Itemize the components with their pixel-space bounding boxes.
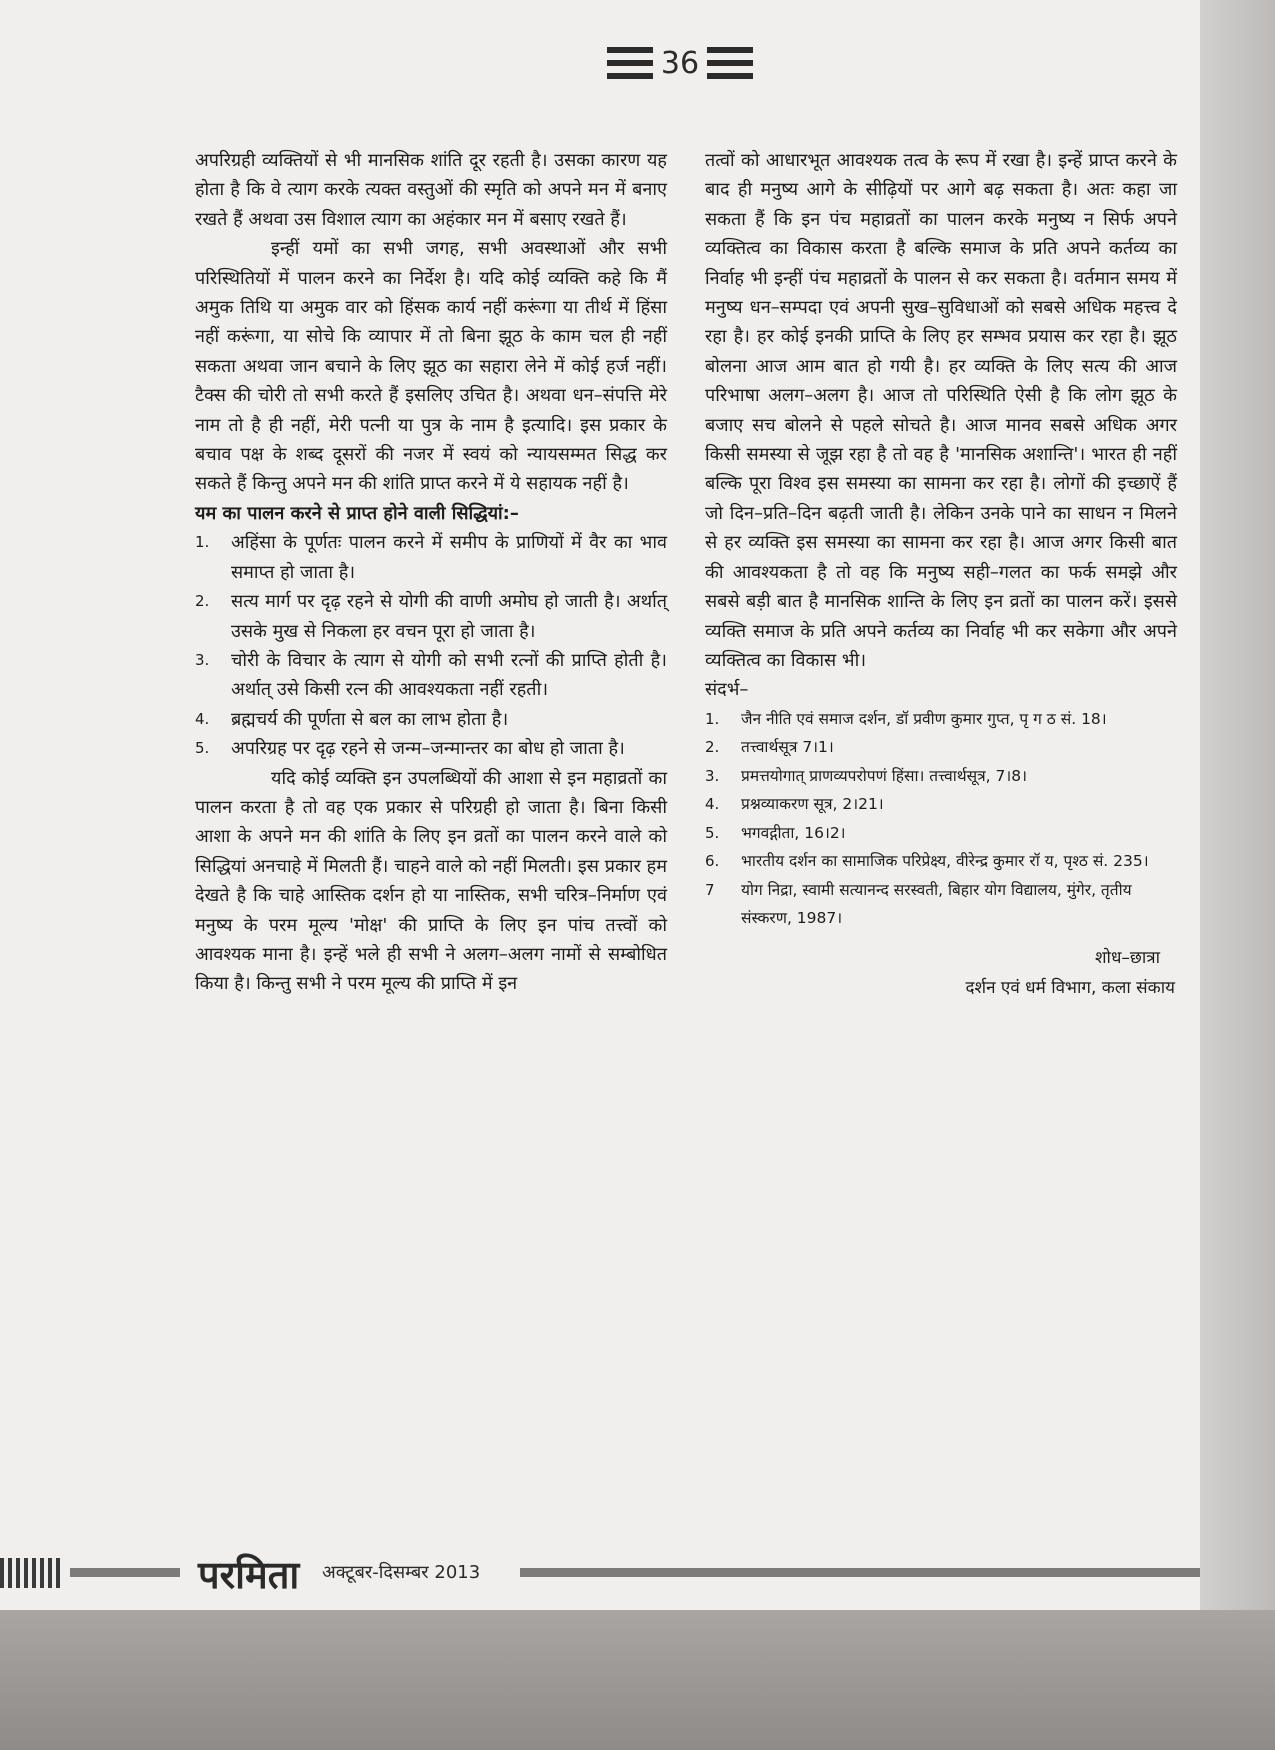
list-item — [195, 646, 667, 705]
list-number: 1. — [195, 533, 210, 552]
right-column — [705, 146, 1177, 1003]
reference-text: योग निद्रा, स्वामी सत्यानन्द सरस्वती, बिहार योग विद्यालय, मुंगेर, तृतीय संस्करण, 1987। — [741, 880, 1132, 928]
list-text: अपरिग्रह पर दृढ़ रहने से जन्म–जन्मान्तर का बोध हो जाता है। — [231, 738, 625, 760]
reference-item — [705, 733, 1177, 762]
reference-text: भारतीय दर्शन का सामाजिक परिप्रेक्ष्य, वीरेन्द्र कुमार रॉ य, पृश्ठ सं. 235। — [741, 852, 1149, 871]
reference-number: 2. — [705, 738, 720, 757]
list-text: ब्रह्मचर्य की पूर्णता से बल का लाभ होता है। — [231, 708, 509, 730]
list-text: चोरी के विचार के त्याग से योगी को सभी रत्नों की प्राप्ति होती है। अर्थात् उसे किसी रत्न की आवश्यकता नहीं रहती। — [231, 649, 667, 701]
page-footer — [0, 1548, 1200, 1598]
reference-text: भगवद्गीता, 16।2। — [741, 823, 846, 842]
siddhi-list — [195, 528, 667, 763]
reference-number: 5. — [705, 823, 720, 842]
list-item — [195, 705, 667, 734]
reference-item — [705, 762, 1177, 791]
issue-date: अक्टूबर-दिसम्बर 2013 — [322, 1562, 481, 1583]
reference-item — [705, 790, 1177, 819]
paragraph: यदि कोई व्यक्ति इन उपलब्धियों की आशा से इन महाव्रतों का पालन करता है तो वह एक प्रकार से परिग्रही हो जाता है। बिना किसी आशा के अपने मन की शांति के लिए इन व्रतों का पालन करने वाले को सिद्धियां अनचाहे में मिलती हैं। चाहने वाले को नहीं मिलती। इस प्रकार हम देखते है कि चाहे आस्तिक दर्शन हो या नास्तिक, सभी चरित्र–निर्माण एवं मनुष्य के परम मूल्य 'मोक्ष' की प्राप्ति के लिए इन पांच तत्त्वों को आवश्यक माना है। इन्हें भले ही सभी ने अलग–अलग नामों से सम्बोधित किया है। किन्तु सभी ने परम मूल्य की प्राप्ति में इन — [195, 767, 667, 995]
reference-text: प्रमत्तयोगात् प्राणव्यपरोपणं हिंसा। तत्त्वार्थसूत्र, 7।8। — [741, 766, 1027, 785]
reference-number: 3. — [705, 766, 720, 785]
reference-text: प्रश्नव्याकरण सूत्र, 2।21। — [741, 795, 884, 814]
list-item — [195, 587, 667, 646]
left-column — [195, 146, 667, 999]
reference-item — [705, 876, 1177, 933]
references-list — [705, 705, 1177, 933]
list-number: 5. — [195, 739, 210, 758]
list-number: 3. — [195, 650, 210, 669]
list-text: अहिंसा के पूर्णतः पालन करने में समीप के प्राणियों में वैर का भाव समाप्त हो जाता है। — [231, 532, 667, 583]
section-heading: यम का पालन करने से प्राप्त होने वाली सिद्धियां:– — [195, 502, 519, 524]
paragraph: तत्वों को आधारभूत आवश्यक तत्व के रूप में रखा है। इन्हें प्राप्त करने के बाद ही मनुष्य आगे के सीढ़ियों पर आगे बढ़ सकता है। अतः कहा जा सकता हैं कि इन पंच महाव्रतों का पालन करके मनुष्य न सिर्फ अपने व्यक्तित्व का विकास करता है बल्कि समाज के प्रति अपने कर्तव्य का निर्वाह भी इन्हीं पंच महाव्रतों के पालन से कर सकता है। वर्तमान समय में मनुष्य धन–सम्पदा एवं अपनी सुख–सुविधाओं को सबसे अधिक महत्त्व दे रहा है। हर कोई इनकी प्राप्ति के लिए हर सम्भव प्रयास कर रहा है। झूठ बोलना आज आम बात हो गयी है। हर व्यक्ति के लिए सत्य की आज परिभाषा अलग–अलग है। आज तो परिस्थिति ऐसी है कि लोग झूठ के बजाए सच बोलने से पहले सोचते है। आज मानव सबसे अधिक अगर किसी समस्या से जूझ रहा है तो वह है 'मानसिक अशान्ति'। भारत ही नहीं बल्कि पूरा विश्व इस समस्या का सामना कर रहा है। लोगों की इच्छाऐं हैं जो दिन–प्रति–दिन बढ़ती जाती है। लेकिन उनके पाने का साधन न मिलने से हर व्यक्ति इस समस्या का सामना कर रहा है। आज अगर किसी बात की आवश्यकता है तो वह कि मनुष्य सही–गलत का फर्क समझे और सबसे बड़ी बात है मानसिक शान्ति के लिए इन व्रतों का पालन करें। इससे व्यक्ति समाज के प्रति अपने कर्तव्य का निर्वाह भी कर सकेगा और अपने व्यक्तित्व का विकास भी। — [705, 150, 1177, 671]
reference-text: जैन नीति एवं समाज दर्शन, डॉ प्रवीण कुमार गुप्त, पृ ग ठ सं. 18। — [741, 709, 1107, 728]
reference-item — [705, 819, 1177, 848]
scan-edge-right — [1200, 0, 1275, 1610]
reference-item — [705, 847, 1177, 876]
list-item — [195, 734, 667, 763]
reference-number: 4. — [705, 795, 720, 814]
list-number: 2. — [195, 592, 210, 611]
header-ornament-left — [607, 47, 653, 79]
paragraph: इन्हीं यमों का सभी जगह, सभी अवस्थाओं और सभी परिस्थितियों में पालन करने का निर्देश है। यदि कोई व्यक्ति कहे कि मैं अमुक तिथि या अमुक वार को हिंसक कार्य नहीं करूंगा या तीर्थ में हिंसा नहीं करूंगा, या सोचे कि व्यापार में तो बिना झूठ के काम चल ही नहीं सकता अथवा जान बचाने के लिए झूठ का सहारा लेने में कोई हर्ज नहीं। टैक्स की चोरी तो सभी करते हैं इसलिए उचित है। अथवा धन–संपत्ति मेरे नाम तो है ही नहीं, मेरी पत्नी या पुत्र के नाम है इत्यादि। इस प्रकार के बचाव पक्ष के शब्द दूसरों की नजर में स्वयं को न्यायसम्मत सिद्ध कर सकते हैं किन्तु अपने मन की शांति प्राप्त करने में ये सहायक नहीं है। — [195, 238, 667, 495]
footer-rule — [520, 1568, 1200, 1577]
journal-title: परमिता — [198, 1553, 300, 1597]
paragraph: अपरिग्रही व्यक्तियों से भी मानसिक शांति दूर रहती है। उसका कारण यह होता है कि वे त्याग करके त्यक्त वस्तुओं की स्मृति को अपने मन में बनाए रखते हैं अथवा उस विशाल त्याग का अहंकार मन में बसाए रखते हैं। — [195, 150, 667, 230]
list-number: 4. — [195, 709, 210, 728]
page-header — [560, 28, 800, 98]
reference-number: 7 — [705, 880, 715, 899]
scan-edge-bottom — [0, 1610, 1275, 1750]
page-number: 36 — [660, 45, 700, 81]
author-role: शोध–छात्रा — [1095, 947, 1161, 968]
footer-rule — [70, 1568, 180, 1577]
footer-ornament — [0, 1558, 62, 1588]
reference-number: 1. — [705, 709, 720, 728]
reference-item — [705, 705, 1177, 734]
author-department: दर्शन एवं धर्म विभाग, कला संकाय — [965, 977, 1175, 998]
list-text: सत्य मार्ग पर दृढ़ रहने से योगी की वाणी अमोघ हो जाती है। अर्थात् उसके मुख से निकला हर वचन पूरा हो जाता है। — [231, 591, 667, 642]
reference-text: तत्त्वार्थसूत्र 7।1। — [741, 738, 834, 757]
reference-number: 6. — [705, 852, 720, 871]
references-heading: संदर्भ– — [705, 679, 749, 701]
list-item — [195, 528, 667, 587]
author-block — [705, 943, 1177, 1003]
header-ornament-right — [707, 47, 753, 79]
